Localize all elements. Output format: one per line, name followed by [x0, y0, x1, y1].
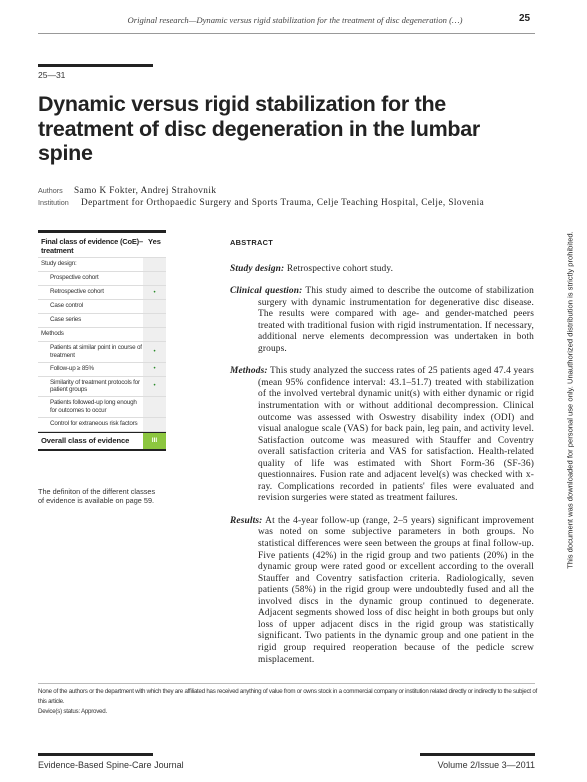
evidence-row	[38, 286, 166, 300]
evidence-row-mark: •	[143, 286, 166, 299]
page-number: 25	[519, 13, 531, 24]
evidence-row-label: Patients at similar point in course of treatment	[50, 344, 142, 359]
evidence-table-header	[38, 234, 166, 258]
evidence-row	[38, 300, 166, 314]
clinical-question-paragraph	[230, 286, 534, 355]
authors: Samo K Fokter, Andrej Strahovnik	[74, 185, 217, 195]
footnote	[38, 687, 538, 717]
evidence-row	[38, 377, 166, 398]
footnote-disclosure: None of the authors or the department with which they are affiliated has received anything of value from or owns stock in a commercial company or institution related directly or indirectly to the subject of this article.	[38, 688, 538, 705]
evidence-row-mark	[143, 314, 166, 327]
evidence-row	[38, 397, 166, 418]
evidence-row-mark	[143, 328, 166, 341]
evidence-row-label: Case series	[50, 316, 82, 323]
evidence-row	[38, 328, 166, 342]
evidence-table-rule	[38, 230, 166, 233]
header-rule	[38, 33, 535, 34]
footer-rule-left	[38, 753, 153, 756]
abstract-title: ABSTRACT	[230, 238, 274, 247]
evidence-row	[38, 258, 166, 272]
footnote-rule	[38, 683, 535, 684]
evidence-row-label: Patients followed-up long enough for outcomes to occur	[50, 399, 137, 414]
side-notice-text: This document was downloaded for personal use only. Unauthorized distribution is strictly prohibited.	[565, 231, 575, 569]
evidence-row-mark	[143, 418, 166, 431]
evidence-row-label: Retrospective cohort	[50, 288, 104, 295]
institution-label: Institution	[38, 198, 69, 207]
evidence-note: The definiton of the different classes of evidence is available on page 59.	[38, 487, 156, 506]
results-heading: Results:	[230, 515, 263, 526]
study-design-text: Retrospective cohort study.	[286, 263, 394, 274]
evidence-row-mark	[143, 300, 166, 313]
overall-label: Overall class of evidence	[41, 435, 130, 445]
study-design-paragraph	[230, 264, 534, 276]
institution: Department for Orthopaedic Surgery and Sports Trauma, Celje Teaching Hospital, Celje, Slovenia	[81, 197, 485, 207]
evidence-row	[38, 418, 166, 432]
evidence-row-label: Similarity of treatment protocols for patient groups	[50, 378, 140, 394]
evidence-rows	[38, 258, 166, 432]
methods-text: This study analyzed the success rates of 25 patients aged 47.4 years (mean 95% confidence interval: 43.1–51.7) treated with stabilization of the involved vertebral dynamic unit(s) with either dynamic or rigid instrumentation with or without additional decompression. Clinical outcome was assessed with Oswestry disability index (ODI) and visual analogue scale (VAS) for back pain, leg pain, and activity level. Satisfaction outcome was measured with Stauffer and Coventry overall satisfaction criteria and VAS for satisfaction. Health-related quality of life was estimated with Short Form-36 (SF-36) questionnaires. Fusion rate and adjacent level(s) was checked with x-ray. Complications recorded in patients' files were evaluated and revision surgeries were stated as treatment failures.	[258, 366, 534, 504]
section-rule	[38, 64, 153, 67]
results-paragraph	[230, 516, 534, 666]
running-head: Original research—Dynamic versus rigid stabilization for the treatment of disc degeneration (…)	[127, 15, 463, 25]
evidence-table	[38, 234, 166, 451]
evidence-row-mark: •	[143, 363, 166, 376]
evidence-overall-row	[38, 432, 166, 451]
evidence-row-label: Prospective cohort	[50, 274, 99, 281]
evidence-row-mark	[143, 258, 166, 271]
evidence-header-yes: Yes	[148, 237, 161, 246]
footer-rule-right	[420, 753, 535, 756]
evidence-row-label: Methods	[41, 330, 64, 337]
article-title: Dynamic versus rigid stabilization for the treatment of disc degeneration in the lumbar spine	[38, 92, 480, 165]
evidence-row	[38, 272, 166, 286]
footnote-device-status: Device(s) status: Approved.	[38, 708, 107, 715]
evidence-row	[38, 342, 166, 363]
abstract	[230, 237, 534, 677]
evidence-row	[38, 363, 166, 377]
methods-heading: Methods:	[230, 366, 268, 377]
evidence-row-mark: •	[143, 377, 166, 397]
authors-label: Authors	[38, 186, 63, 195]
journal-name: Evidence-Based Spine-Care Journal	[38, 760, 184, 770]
evidence-row-mark: •	[143, 342, 166, 362]
evidence-row-label: Study design:	[41, 260, 77, 267]
volume-issue: Volume 2/Issue 3—2011	[437, 760, 535, 770]
evidence-row	[38, 314, 166, 328]
evidence-header-label: Final class of evidence (CoE)–treatment	[41, 237, 143, 255]
study-design-heading: Study design:	[230, 263, 285, 274]
overall-class-badge: III	[143, 433, 166, 449]
evidence-row-mark	[143, 397, 166, 417]
methods-paragraph	[230, 366, 534, 505]
evidence-row-label: Case control	[50, 302, 83, 309]
evidence-row-mark	[143, 272, 166, 285]
clinical-question-heading: Clinical question:	[230, 286, 303, 297]
evidence-row-label: Follow-up ≥ 85%	[50, 364, 94, 372]
results-text: At the 4-year follow-up (range, 2–5 years) significant improvement was noted on some subjective parameters in both groups. No statistical differences were seen between the groups at final follow-up. Five patients (42%) in the rigid group and two patients (20%) in the dynamic group were rated good or excellent according to the overall Stauffer and Coventry satisfaction criteria. Radiologically, seven patients (58%) in the rigid group were undoubtedly fused and all the involved discs in the dynamic group continued to degenerate. Adjacent segments showed loss of disc height in both groups but only loss of upper adjacent discs in the rigid group was statistically significant. Two patients in the dynamic group and one patient in the rigid group required reoperation because of the pedicle screw misplacement.	[258, 515, 534, 665]
clinical-question-text: This study aimed to describe the outcome of stabilization surgery with dynamic instrumentation for degenerative disc disease. The results were compared with age- and gender-matched peers treated with traditional fusion with rigid instrumentation. If necessary, additional nerve elements decompression was undertaken in both groups.	[258, 286, 534, 354]
page-range: 25—31	[38, 70, 66, 80]
evidence-row-label: Control for extraneous risk factors	[50, 419, 138, 427]
